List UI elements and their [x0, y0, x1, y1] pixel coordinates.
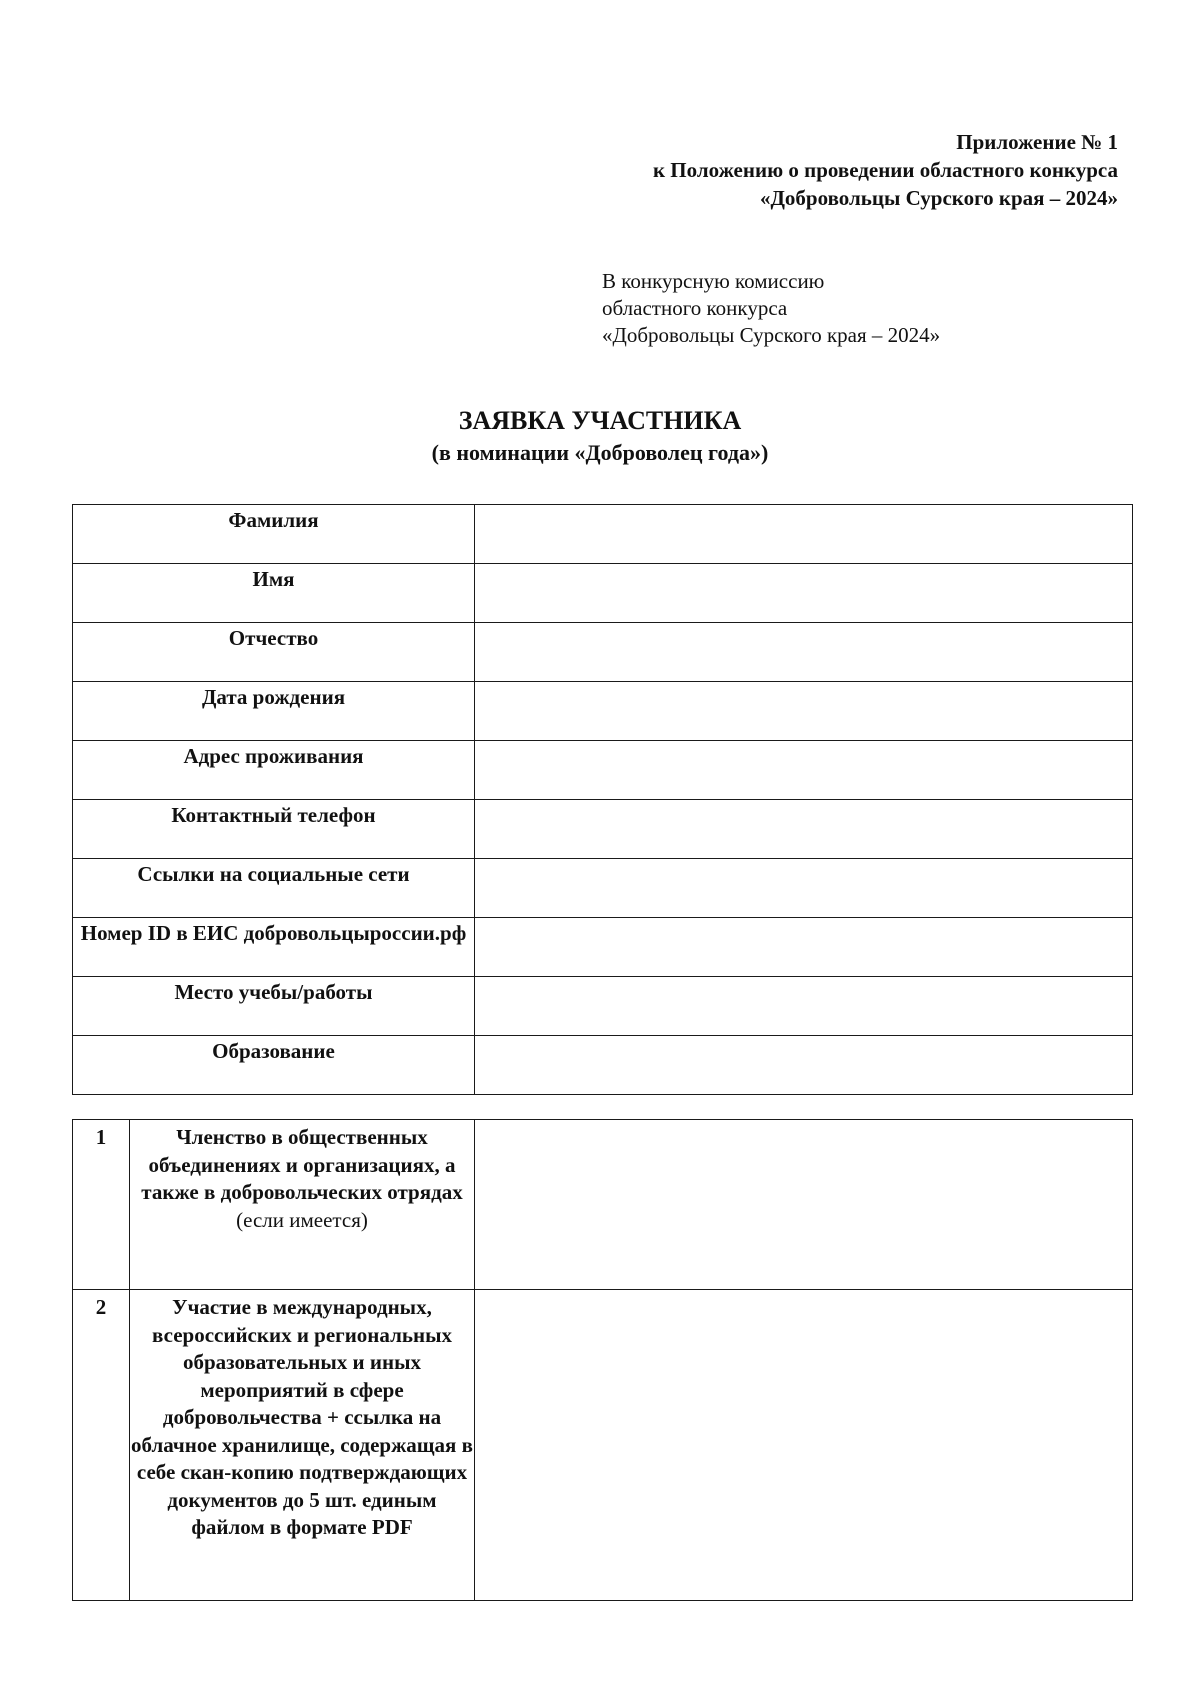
education-field[interactable]: [475, 1036, 1133, 1095]
table-row: [73, 1290, 1133, 1601]
table-row: [73, 564, 1133, 623]
recipient-address: [602, 268, 940, 349]
row-description: [130, 1120, 475, 1290]
membership-label: Членство в общественных объединениях и организациях, а также в добровольческих отрядах: [141, 1125, 463, 1204]
eis-id-field[interactable]: [475, 918, 1133, 977]
membership-note: (если имеется): [236, 1207, 368, 1232]
table-row: [73, 623, 1133, 682]
surname-field[interactable]: [475, 505, 1133, 564]
row-label: Номер ID в ЕИС добровольцыроссии.рф: [73, 918, 475, 977]
document-title: [0, 404, 1200, 468]
row-label: Дата рождения: [73, 682, 475, 741]
row-label: Фамилия: [73, 505, 475, 564]
events-participation-label: Участие в международных, всероссийских и региональных образовательных и иных мероприятий в сфере добровольчества + ссылка на облачное хранилище, содержащая в себе скан-копию подтверждающих документов до 5 шт. единым файлом в формате PDF: [131, 1295, 473, 1539]
recipient-line-1: В конкурсную комиссию: [602, 269, 825, 293]
phone-field[interactable]: [475, 800, 1133, 859]
recipient-line-3: «Добровольцы Сурского края – 2024»: [602, 323, 941, 347]
row-label: Имя: [73, 564, 475, 623]
study-work-place-field[interactable]: [475, 977, 1133, 1036]
table-row: [73, 800, 1133, 859]
table-row: [73, 1036, 1133, 1095]
patronymic-field[interactable]: [475, 623, 1133, 682]
table-row: [73, 505, 1133, 564]
row-description: [130, 1290, 475, 1601]
title-nomination: (в номинации «Доброволец года»): [431, 440, 769, 465]
row-number: 2: [73, 1290, 130, 1601]
row-label: Образование: [73, 1036, 475, 1095]
table-row: [73, 977, 1133, 1036]
address-field[interactable]: [475, 741, 1133, 800]
appendix-contest-name: «Добровольцы Сурского края – 2024»: [759, 186, 1118, 210]
table-row: [73, 918, 1133, 977]
social-links-field[interactable]: [475, 859, 1133, 918]
appendix-number: Приложение № 1: [956, 130, 1118, 154]
membership-field[interactable]: [475, 1120, 1133, 1290]
row-label: Контактный телефон: [73, 800, 475, 859]
row-label: Отчество: [73, 623, 475, 682]
row-label: Адрес проживания: [73, 741, 475, 800]
row-number: 1: [73, 1120, 130, 1290]
personal-info-table: [72, 504, 1133, 1095]
first-name-field[interactable]: [475, 564, 1133, 623]
title-main: ЗАЯВКА УЧАСТНИКА: [458, 406, 742, 435]
recipient-line-2: областного конкурса: [602, 296, 788, 320]
table-row: [73, 682, 1133, 741]
events-participation-field[interactable]: [475, 1290, 1133, 1601]
table-row: [73, 741, 1133, 800]
appendix-header: [653, 128, 1118, 212]
birth-date-field[interactable]: [475, 682, 1133, 741]
row-label: Ссылки на социальные сети: [73, 859, 475, 918]
table-row: [73, 1120, 1133, 1290]
activity-table: [72, 1119, 1133, 1601]
row-label: Место учебы/работы: [73, 977, 475, 1036]
table-row: [73, 859, 1133, 918]
appendix-reference: к Положению о проведении областного конкурса: [652, 158, 1118, 182]
